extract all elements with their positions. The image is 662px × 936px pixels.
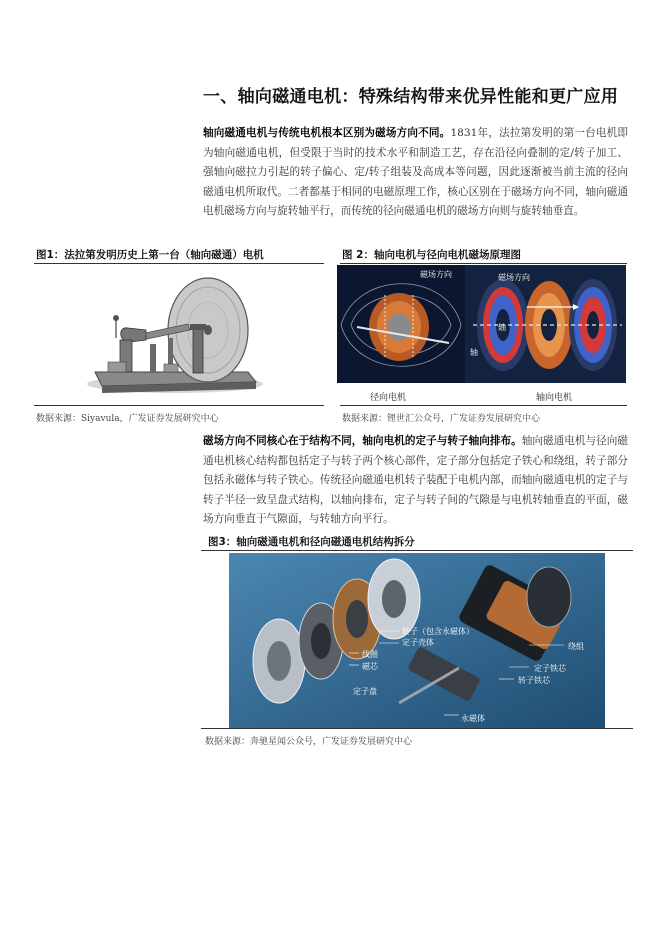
fig2-axis-label-left: 轴: [470, 348, 478, 357]
fig2-axis-label-right: 轴: [498, 323, 506, 332]
figure-3-source: 数据来源：奔驰星闻公众号，广发证券发展研究中心: [205, 737, 413, 747]
paragraph-intro-lead: 轴向磁通电机与传统电机根本区别为磁场方向不同。: [203, 127, 451, 139]
figure-2-bottom-rule: [340, 405, 627, 406]
label-rotor: 转子（包含永磁体）: [402, 627, 474, 636]
paragraph-intro-body: 1831年，法拉第发明的第一台电机即为轴向磁通电机，但受限于当时的技术水平和制造工艺，存在沿径向叠制的定/转子加工、强轴向磁拉力引起的转子偏心、定/转子组装及高成本等问题，因此逐渐被当前主流的径向磁通电机所取代。二者都基于相同的电磁原理工作，核心区别在于磁场方向不同，轴向磁通电机磁场方向与旋转轴平行，而传统的径向磁通电机的磁场方向则与旋转轴垂直。: [203, 127, 629, 217]
figure-3-bottom-rule: [201, 728, 633, 729]
label-stator-disc: 定子盘: [353, 687, 377, 696]
faraday-motor-illustration: [80, 268, 270, 400]
figure-3-caption: 图3：轴向磁通电机和径向磁通电机结构拆分: [208, 536, 415, 548]
axial-motor-label: 轴向电机: [536, 393, 573, 403]
label-rotor-core: 转子铁芯: [518, 676, 550, 685]
fig2-field-label-left: 磁场方向: [420, 270, 452, 279]
fig2-field-label-right: 磁场方向: [498, 273, 530, 282]
label-core-left: 磁芯: [362, 662, 378, 671]
paragraph-intro: [203, 124, 628, 222]
figure-3-top-rule: [201, 550, 633, 551]
figure-1-bottom-rule: [34, 405, 324, 406]
paragraph-structure-lead: 磁场方向不同核心在于结构不同，轴向电机的定子与转子轴向排布。: [203, 435, 522, 447]
figure-1-source: 数据来源：Siyavula，广发证券发展研究中心: [36, 414, 219, 424]
label-winding-right: 绕组: [568, 642, 584, 651]
figure-1-caption: 图1：法拉第发明历史上第一台（轴向磁通）电机: [36, 249, 264, 261]
paragraph-structure: [203, 432, 628, 530]
label-winding-left: 线圈: [362, 650, 378, 659]
paragraph-structure-body: 轴向磁通电机与径向磁通电机核心结构都包括定子与转子两个核心部件，定子部分包括定子铁心和绕组，转子部分包括永磁体与转子铁心。传统径向磁通电机转子装配于电机内部，而轴向磁通电机的定子与转子半径一致呈盘式结构，以轴向排布，定子与转子间的气隙是与电机转轴垂直的平面，磁场方向垂直于气隙面，与转轴方向平行。: [203, 435, 629, 525]
radial-motor-label: 径向电机: [370, 393, 407, 403]
label-magnet: 永磁体: [461, 714, 485, 723]
magnetic-field-diagram: [337, 265, 626, 383]
figure-2-top-rule: [340, 263, 627, 264]
figure-2-source: 数据来源：锂世汇公众号，广发证券发展研究中心: [342, 414, 541, 424]
section-title: 一、轴向磁通电机：特殊结构带来优异性能和更广应用: [203, 87, 619, 107]
figure-1-top-rule: [34, 263, 324, 264]
figure-2-caption: 图 2：轴向电机与径向电机磁场原理图: [342, 249, 521, 261]
label-stator-core: 定子铁芯: [534, 664, 566, 673]
label-stator-housing: 定子壳体: [402, 638, 434, 647]
